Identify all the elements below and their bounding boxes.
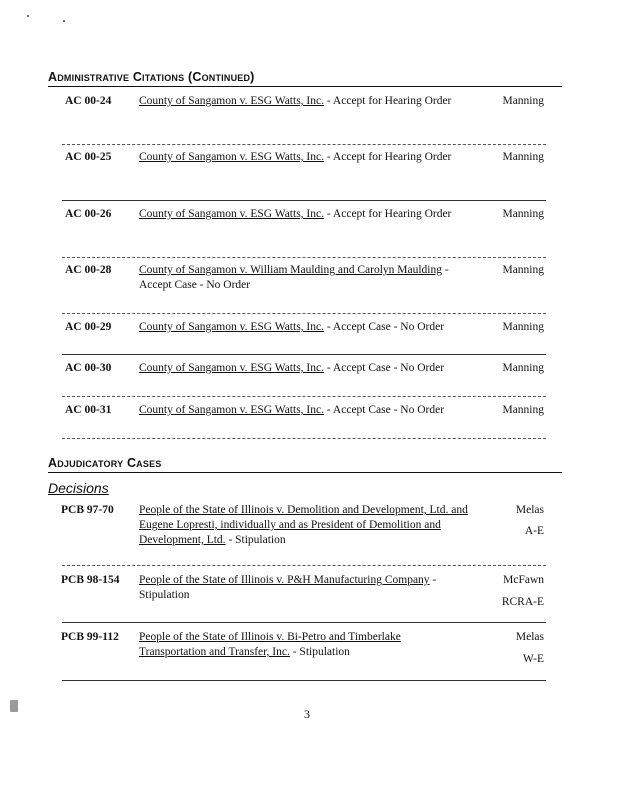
case-action: - Accept for Hearing Order — [323, 95, 452, 107]
case-description — [139, 94, 469, 109]
board-member: Manning — [502, 362, 544, 374]
case-type: RCRA-E — [501, 596, 544, 608]
row-divider — [62, 354, 546, 355]
board-member: Melas — [515, 631, 544, 643]
case-name: People of the State of Illinois v. P&H Manufacturing Company — [139, 574, 430, 586]
case-name: People of the State of Illinois v. Demolition and Development, Ltd. and Eugene Lopresti, individually and as President of Demolition and Development, Ltd. — [139, 504, 468, 546]
case-action: - Accept for Hearing Order — [323, 208, 452, 220]
board-member: McFawn — [503, 574, 544, 586]
case-number: AC 00-24 — [65, 95, 112, 107]
scan-speck — [10, 700, 18, 712]
case-description — [139, 361, 469, 376]
case-action: - Stipulation — [225, 534, 286, 546]
row-divider — [62, 200, 546, 201]
case-description — [139, 630, 469, 660]
row-divider — [62, 680, 546, 681]
board-member: Manning — [502, 208, 544, 220]
case-description — [139, 503, 469, 548]
case-action: - Accept Case - No Order — [323, 404, 445, 416]
page-number: 3 — [304, 707, 310, 721]
board-member: Manning — [502, 95, 544, 107]
case-action: - Accept Case - No Order — [139, 264, 449, 291]
board-member: Manning — [502, 321, 544, 333]
case-description — [139, 263, 469, 293]
case-type: W-E — [522, 653, 544, 665]
case-name: County of Sangamon v. ESG Watts, Inc. — [139, 362, 324, 374]
administrative-section-title: Administrative Citations (Continued) — [48, 70, 562, 87]
case-number: AC 00-28 — [65, 264, 112, 276]
case-number: PCB 99-112 — [61, 631, 119, 643]
row-divider — [62, 565, 546, 566]
board-member: Melas — [515, 504, 544, 516]
case-action: - Accept for Hearing Order — [323, 151, 452, 163]
row-divider — [62, 313, 546, 314]
case-number: PCB 97-70 — [61, 504, 114, 516]
case-name: People of the State of Illinois v. Bi-Petro and Timberlake Transportation and Transfer, Inc. — [139, 631, 401, 658]
case-description — [139, 150, 469, 165]
case-name: County of Sangamon v. William Maulding and Carolyn Maulding — [139, 264, 442, 276]
board-member: Manning — [502, 151, 544, 163]
case-name: County of Sangamon v. ESG Watts, Inc. — [139, 151, 324, 163]
row-divider — [62, 438, 546, 439]
case-number: AC 00-29 — [65, 321, 112, 333]
case-description — [139, 403, 469, 418]
case-number: AC 00-26 — [65, 208, 112, 220]
case-name: County of Sangamon v. ESG Watts, Inc. — [139, 208, 324, 220]
case-number: AC 00-31 — [65, 404, 112, 416]
case-name: County of Sangamon v. ESG Watts, Inc. — [139, 404, 324, 416]
row-divider — [62, 257, 546, 258]
row-divider — [62, 622, 546, 623]
case-action: - Stipulation — [139, 574, 437, 601]
case-action: - Accept Case - No Order — [323, 362, 445, 374]
board-member: Manning — [502, 404, 544, 416]
case-name: County of Sangamon v. ESG Watts, Inc. — [139, 95, 324, 107]
case-description — [139, 320, 469, 335]
case-description — [139, 207, 469, 222]
case-action: - Stipulation — [289, 646, 350, 658]
case-description — [139, 573, 469, 603]
case-number: PCB 98-154 — [61, 574, 120, 586]
adjudicatory-section-title: Adjudicatory Cases — [48, 456, 562, 473]
case-type: A-E — [524, 525, 544, 537]
case-number: AC 00-30 — [65, 362, 112, 374]
case-action: - Accept Case - No Order — [323, 321, 445, 333]
board-member: Manning — [502, 264, 544, 276]
case-number: AC 00-25 — [65, 151, 112, 163]
row-divider — [62, 144, 546, 145]
scan-speck — [63, 20, 65, 22]
case-name: County of Sangamon v. ESG Watts, Inc. — [139, 321, 324, 333]
row-divider — [62, 396, 546, 397]
scan-speck — [27, 15, 29, 17]
decisions-subheading: Decisions — [48, 480, 109, 496]
